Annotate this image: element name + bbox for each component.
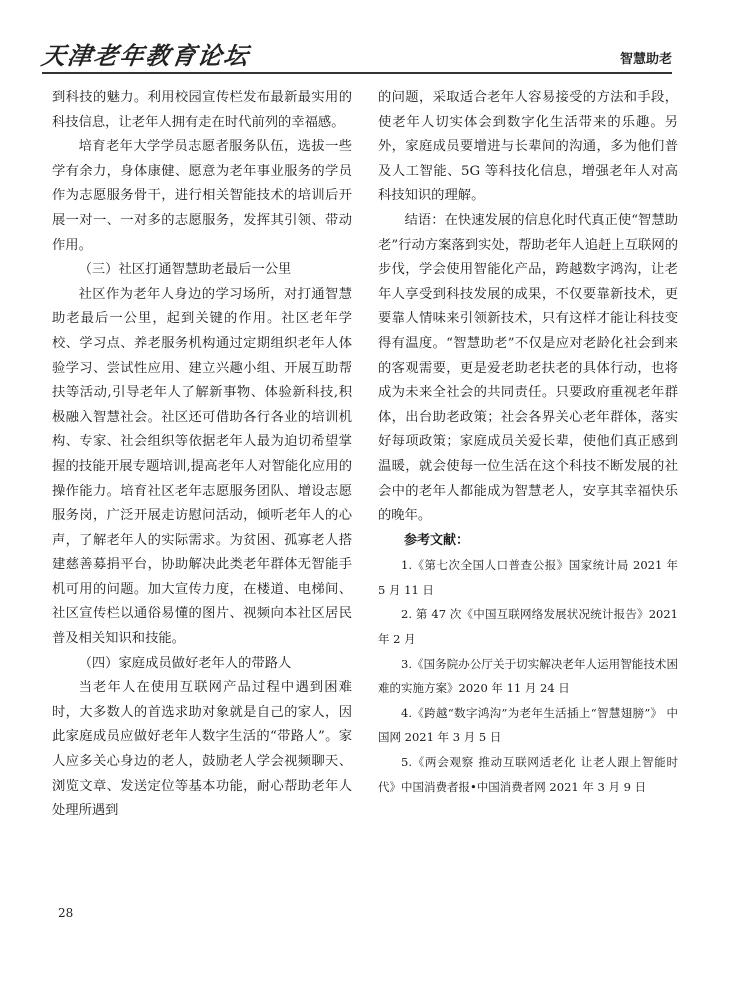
conclusion-paragraph: 结语：在快速发展的信息化时代真正使“智慧助老”行动方案落到实处，帮助老年人追赶上互联网的步伐，学会使用智能化产品，跨越数字鸿沟，让老年人享受到科技发展的成果，不仅要靠新技术，更要靠人情味来引领新技术，只有这样才能让科技变得有温度。“智慧助老”不仅是应对老龄化社会到来的客观需要，更是爱老助老扶老的具体行动，也将成为未来全社会的共同责任。只要政府重视老年群体，出台助老政策；社会各界关心老年群体，落实好每项政策；家庭成员关爱长辈，使他们真正感到温暖，就会使每一位生活在这个科技不断发展的社会中的老年人都能成为智慧老人，安享其幸福快乐的晚年。 — [378, 212, 678, 524]
references-heading: 参考文献： — [404, 532, 470, 548]
header-divider — [42, 72, 672, 74]
section-label: 智慧助老 — [619, 52, 672, 67]
reference-item: 3.《国务院办公厅关于切实解决老年人运用智能技术困难的实施方案》2020 年 11 月 24 日 — [378, 656, 678, 696]
section-subheading: （四）家庭成员做好老年人的带路人 — [78, 655, 292, 671]
paragraph: 社区作为老年人身边的学习场所，对打通智慧助老最后一公里，起到关键的作用。社区老年学校、学习点、养老服务机构通过定期组织老年人体验学习、尝试性应用、建立兴趣小组、开展互助帮扶等活动,引导老年人了解新事物、体验新科技,积极融入智慧社会。社区还可借助各行各业的培训机构、专家、社会组织等依据老年人最为迫切希望掌握的技能开展专题培训,提高老年人对智能化应用的操作能力。培育社区老年志愿服务团队、增设志愿服务岗，广泛开展走访慰问活动，倾听老年人的心声，了解老年人的实际需求。为贫困、孤寡老人搭建慈善募捐平台，协助解决此类老年群体无智能手机可用的问题。加大宣传力度，在楼道、电梯间、社区宣传栏以通俗易懂的图片、视频向本社区居民普及相关知识和技能。 — [52, 286, 352, 647]
paragraph: 当老年人在使用互联网产品过程中遇到困难时，大多数人的首选求助对象就是自己的家人，因此家庭成员应做好老年人数字生活的“带路人”。家人应多关心身边的老人，鼓励老人学会视频聊天、浏览文章、发送定位等基本功能，耐心帮助老年人处理所遇到 — [52, 680, 352, 819]
reference-item: 2. 第 47 次《中国互联网络发展状况统计报告》2021 年 2 月 — [378, 607, 678, 647]
page-header — [39, 32, 672, 76]
journal-title-logo: 天津老年教育论坛 — [39, 41, 252, 70]
reference-item: 5.《两会观察 推动互联网适老化 让老人跟上智能时代》中国消费者报•中国消费者网 2021 年 3 月 9 日 — [378, 755, 678, 794]
page-number: 28 — [58, 906, 74, 920]
paragraph: 培育老年大学学员志愿者服务队伍，选拔一些学有余力，身体康健、愿意为老年事业服务的学员作为志愿服务骨干，进行相关智能技术的培训后开展一对一、一对多的志愿服务，发挥其引领、带动作用。 — [52, 139, 352, 253]
left-column — [52, 86, 352, 824]
paragraph-continued: 到科技的魅力。利用校园宣传栏发布最新最实用的科技信息，让老年人拥有走在时代前列的幸福感。 — [52, 90, 352, 130]
right-column — [378, 86, 678, 799]
section-subheading: （三）社区打通智慧助老最后一公里 — [78, 262, 292, 278]
reference-item: 1.《第七次全国人口普查公报》国家统计局 2021 年 5 月 11 日 — [378, 558, 678, 597]
reference-item: 4.《跨越“数字鸿沟”为老年生活插上“智慧翅膀”》 中国网 2021 年 3 月 5 日 — [378, 705, 678, 745]
paragraph-continued: 的问题，采取适合老年人容易接受的方法和手段，使老年人切实体会到数字化生活带来的乐趣。另外，家庭成员要增进与长辈间的沟通，多为他们普及人工智能、5G 等科技化信息，增强老年人对高科技知识的理解。 — [378, 90, 678, 204]
